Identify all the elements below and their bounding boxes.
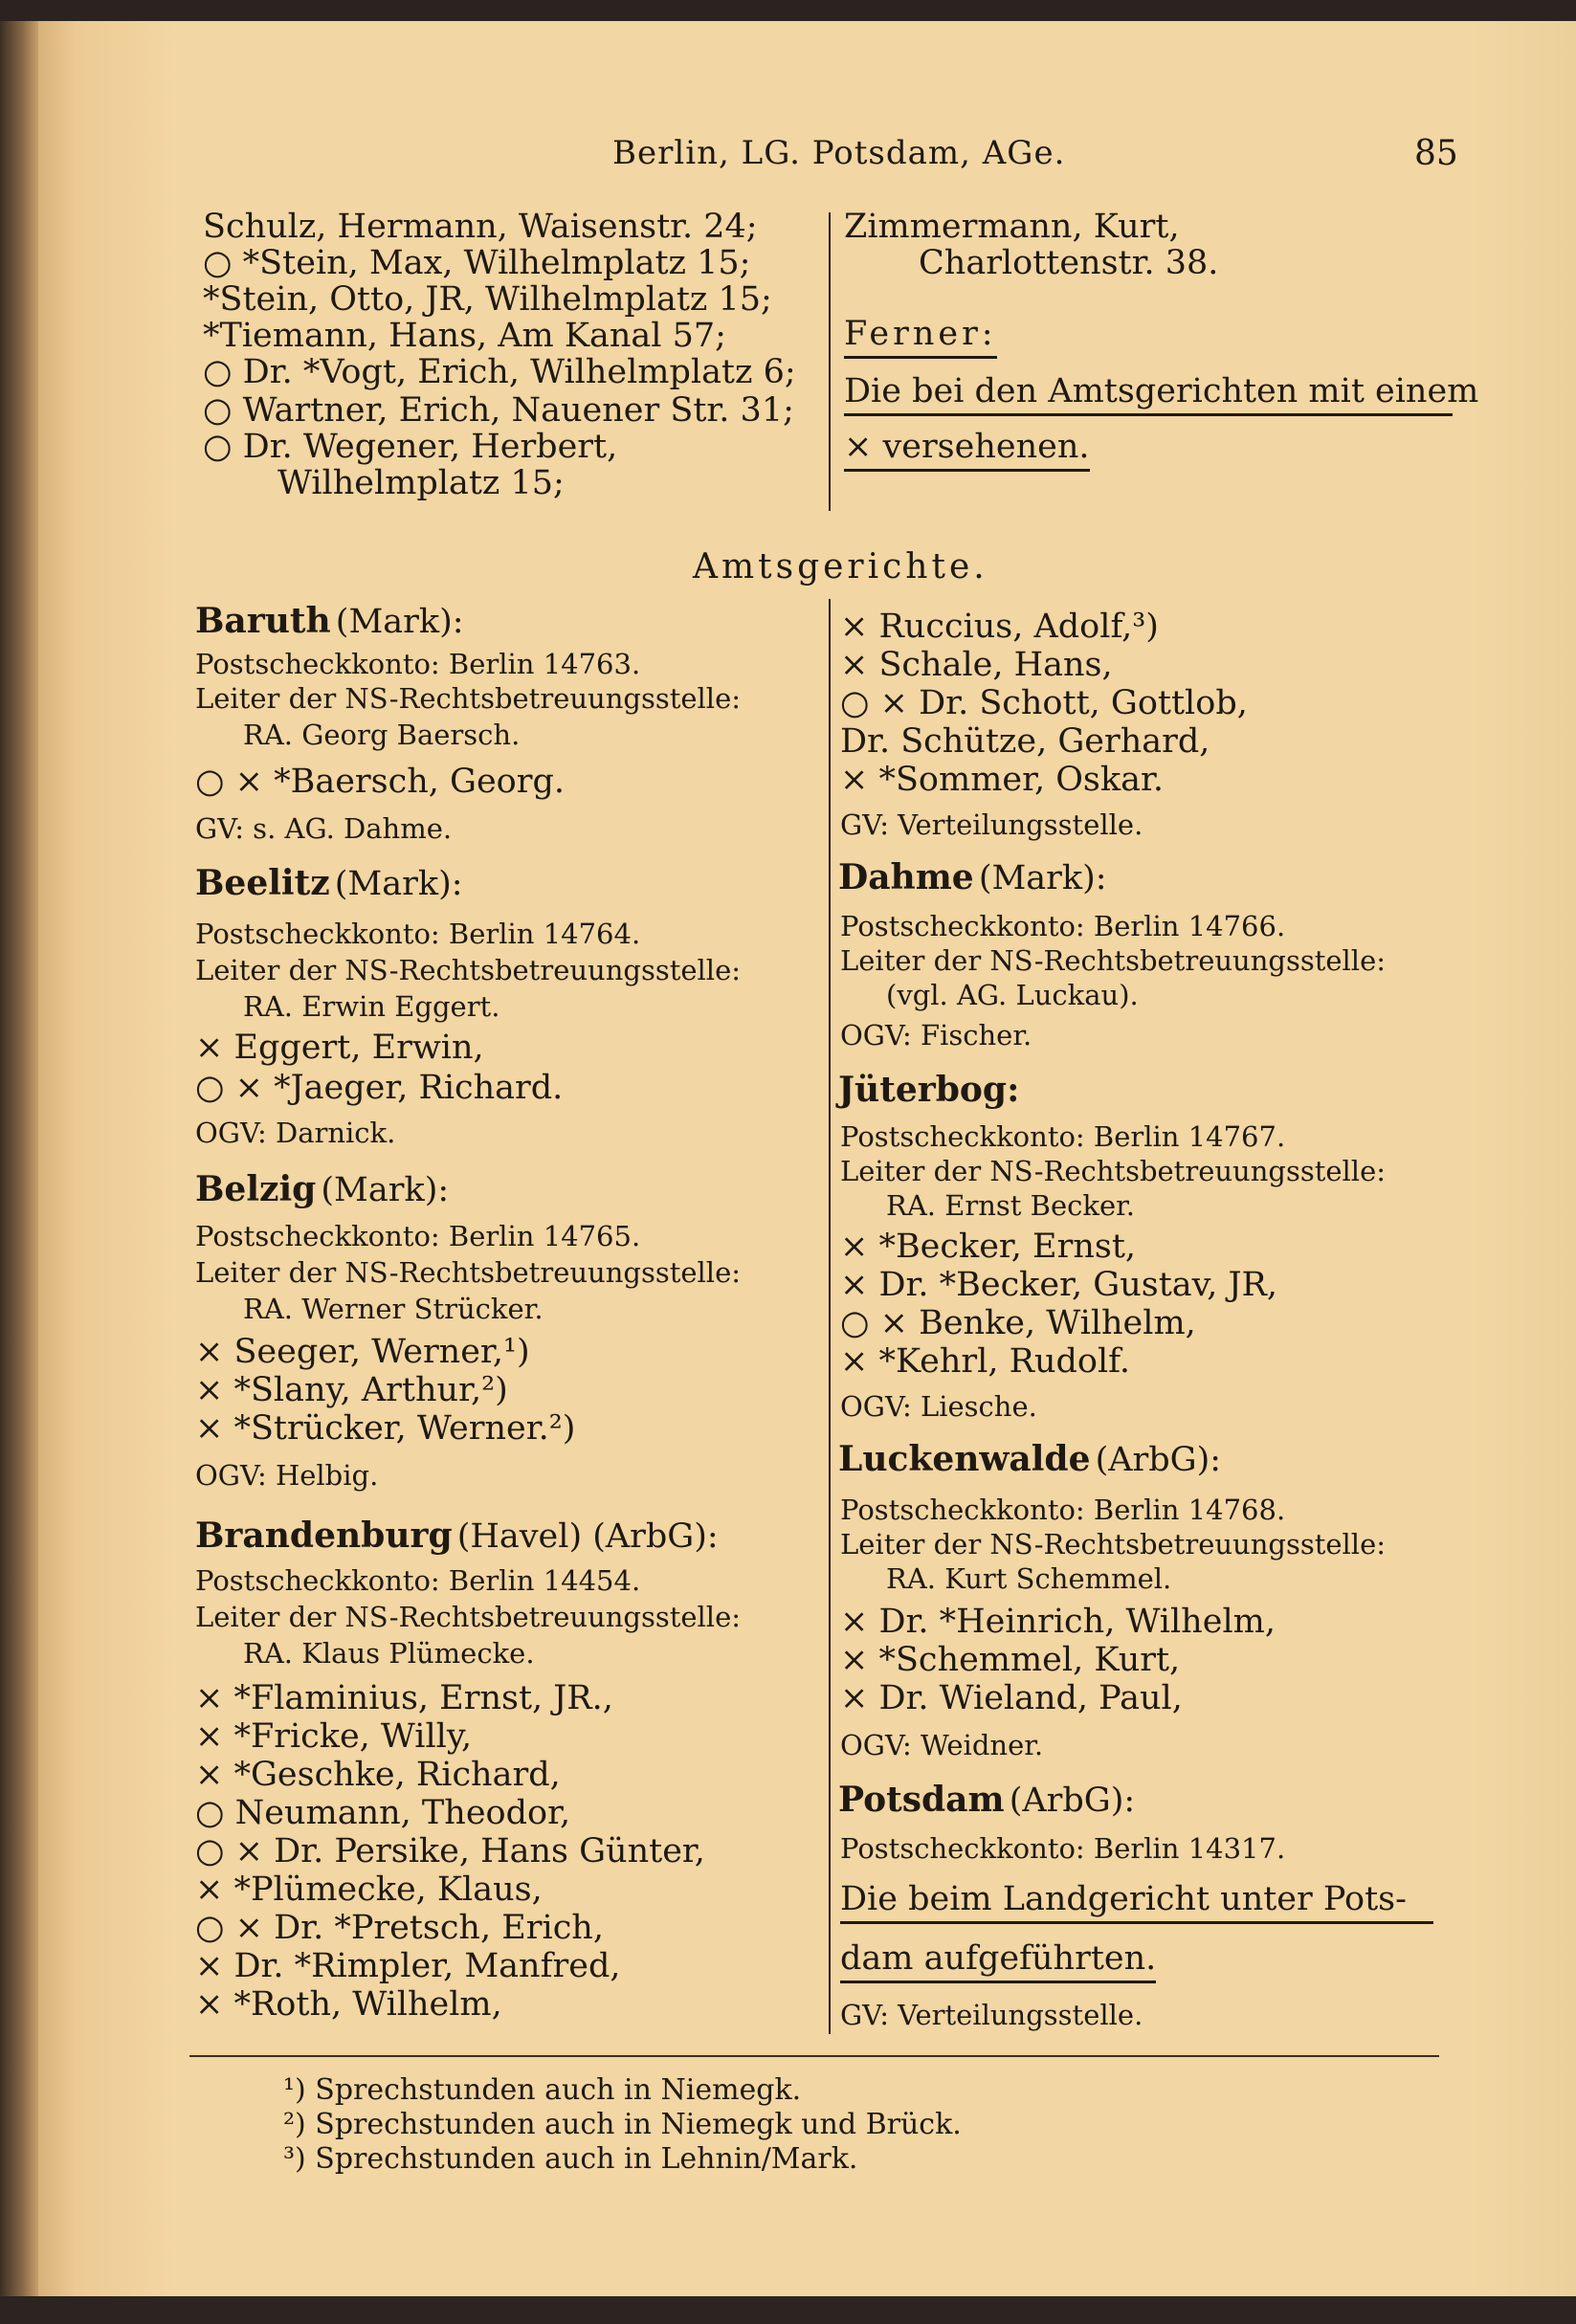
lawyer-entry: × Seeger, Werner,¹) — [195, 1333, 530, 1371]
lawyer-entry: × Eggert, Erwin, — [195, 1029, 484, 1067]
court-heading-potsdam — [838, 1780, 1135, 1820]
lawyer-entry: ○ × *Baersch, Georg. — [195, 763, 566, 801]
lawyer-entry: × *Fricke, Willy, — [195, 1717, 473, 1756]
postscheck: Postscheckkonto: Berlin 14766. — [840, 910, 1286, 942]
court-suffix: (Mark): — [321, 1171, 450, 1209]
court-name: Baruth — [195, 601, 331, 641]
lawyer-entry: × Dr. *Heinrich, Wilhelm, — [840, 1603, 1276, 1641]
leiter-name: RA. Ernst Becker. — [886, 1189, 1136, 1222]
leiter-name: RA. Georg Baersch. — [243, 719, 521, 751]
postscheck: Postscheckkonto: Berlin 14454. — [195, 1564, 641, 1597]
court-suffix: (Havel) (ArbG): — [456, 1517, 719, 1556]
top-left-line: ○ *Stein, Max, Wilhelmplatz 15; — [203, 244, 751, 282]
lawyer-entry: × *Roth, Wilhelm, — [195, 1985, 502, 2024]
court-name: Dahme — [838, 857, 974, 897]
lawyer-entry: ○ × Benke, Wilhelm, — [840, 1304, 1196, 1342]
gv-entry: OGV: Helbig. — [195, 1459, 379, 1492]
court-name: Belzig — [195, 1169, 317, 1209]
ferner-text: Ferner: — [844, 315, 997, 359]
postscheck: Postscheckkonto: Berlin 14767. — [840, 1120, 1286, 1153]
ferner-note-text: × versehenen. — [844, 428, 1090, 472]
lawyer-entry: × *Plümecke, Klaus, — [195, 1870, 543, 1909]
court-suffix: (Mark): — [978, 859, 1107, 897]
lawyer-entry: × *Kehrl, Rudolf. — [840, 1342, 1130, 1381]
leiter-name: RA. Werner Strücker. — [243, 1293, 544, 1325]
lawyer-entry: × *Geschke, Richard, — [195, 1756, 561, 1794]
leiter-label: Leiter der NS-Rechtsbetreuungsstelle: — [195, 954, 742, 986]
lawyer-entry: × *Sommer, Oskar. — [840, 761, 1164, 799]
postscheck: Postscheckkonto: Berlin 14765. — [195, 1220, 641, 1252]
running-header: Berlin, LG. Potsdam, AGe. — [612, 134, 1066, 172]
gv-entry: GV: Verteilungsstelle. — [840, 808, 1143, 841]
top-right-entry: Zimmermann, Kurt, — [844, 208, 1180, 246]
court-heading-brandenburg — [195, 1516, 719, 1556]
page-number: 85 — [1414, 134, 1458, 173]
top-left-line: Wilhelmplatz 15; — [277, 464, 565, 502]
gv-entry: GV: s. AG. Dahme. — [195, 812, 453, 845]
column-divider-main — [829, 599, 831, 2034]
lawyer-entry: × *Slany, Arthur,²) — [195, 1371, 508, 1409]
gv-entry: OGV: Liesche. — [840, 1390, 1037, 1423]
footnote: ³) Sprechstunden auch in Lehnin/Mark. — [283, 2142, 858, 2176]
court-suffix: (Mark): — [334, 865, 463, 903]
gv-entry: GV: Verteilungsstelle. — [840, 1999, 1143, 2031]
footnote: ¹) Sprechstunden auch in Niemegk. — [283, 2073, 802, 2107]
leiter-label: Leiter der NS-Rechtsbetreuungsstelle: — [195, 682, 742, 715]
ferner-label — [844, 316, 997, 352]
ferner-note-line1: Die bei den Amtsgerichten mit einem — [844, 373, 1453, 416]
postscheck: Postscheckkonto: Berlin 14768. — [840, 1494, 1286, 1526]
leiter-label: Leiter der NS-Rechtsbetreuungsstelle: — [840, 1528, 1387, 1560]
court-heading-dahme — [838, 857, 1107, 897]
court-name: Beelitz — [195, 863, 330, 903]
court-name: Luckenwalde — [838, 1439, 1091, 1479]
leiter-label: Leiter der NS-Rechtsbetreuungsstelle: — [840, 1155, 1387, 1187]
postscheck: Postscheckkonto: Berlin 14317. — [840, 1832, 1286, 1865]
potsdam-note-line1: Die beim Landgericht unter Pots- — [840, 1881, 1433, 1924]
potsdam-note-line2 — [840, 1940, 1156, 1977]
top-left-line: ○ Dr. *Vogt, Erich, Wilhelmplatz 6; — [203, 353, 796, 391]
leiter-name: RA. Erwin Eggert. — [243, 990, 500, 1023]
lawyer-entry: × Ruccius, Adolf,³) — [840, 608, 1159, 646]
court-heading-beelitz — [195, 863, 463, 903]
lawyer-entry: ○ × Dr. Schott, Gottlob, — [840, 684, 1248, 722]
court-suffix: (Mark): — [335, 603, 464, 641]
top-left-line: *Tiemann, Hans, Am Kanal 57; — [203, 317, 726, 355]
leiter-name: (vgl. AG. Luckau). — [886, 979, 1139, 1011]
lawyer-entry: × *Becker, Ernst, — [840, 1228, 1137, 1266]
leiter-name: RA. Kurt Schemmel. — [886, 1562, 1172, 1595]
lawyer-entry: × *Strücker, Werner.²) — [195, 1409, 576, 1448]
lawyer-entry: × *Flaminius, Ernst, JR., — [195, 1679, 613, 1717]
postscheck: Postscheckkonto: Berlin 14764. — [195, 918, 641, 950]
court-suffix: (ArbG): — [1095, 1441, 1222, 1479]
ferner-note-line2 — [844, 429, 1090, 465]
lawyer-entry: × Schale, Hans, — [840, 646, 1113, 684]
gv-entry: OGV: Darnick. — [195, 1117, 396, 1149]
lawyer-entry: ○ × Dr. *Pretsch, Erich, — [195, 1909, 604, 1947]
leiter-label: Leiter der NS-Rechtsbetreuungsstelle: — [195, 1601, 742, 1633]
gv-entry: OGV: Fischer. — [840, 1019, 1032, 1051]
lawyer-entry: × Dr. *Becker, Gustav, JR, — [840, 1266, 1278, 1304]
lawyer-entry: Dr. Schütze, Gerhard, — [840, 722, 1210, 761]
footnote-separator — [189, 2055, 1439, 2057]
court-name: Potsdam — [838, 1780, 1005, 1820]
leiter-label: Leiter der NS-Rechtsbetreuungsstelle: — [840, 944, 1387, 977]
page-bottom-edge — [0, 2296, 1576, 2324]
leiter-label: Leiter der NS-Rechtsbetreuungsstelle: — [195, 1256, 742, 1289]
footnote: ²) Sprechstunden auch in Niemegk und Brück. — [283, 2108, 962, 2141]
court-heading-belzig — [195, 1169, 449, 1209]
potsdam-note-text: dam aufgeführten. — [840, 1939, 1156, 1983]
lawyer-entry: × *Schemmel, Kurt, — [840, 1641, 1181, 1679]
leiter-name: RA. Klaus Plümecke. — [243, 1637, 535, 1670]
court-suffix: (ArbG): — [1009, 1782, 1136, 1820]
top-right-entry: Charlottenstr. 38. — [919, 244, 1219, 282]
gv-entry: OGV: Weidner. — [840, 1729, 1044, 1761]
lawyer-entry: × Dr. Wieland, Paul, — [840, 1679, 1183, 1717]
lawyer-entry: ○ × Dr. Persike, Hans Günter, — [195, 1832, 705, 1870]
postscheck: Postscheckkonto: Berlin 14763. — [195, 648, 641, 680]
lawyer-entry: ○ × *Jaeger, Richard. — [195, 1069, 564, 1107]
top-left-line: Schulz, Hermann, Waisenstr. 24; — [203, 208, 758, 246]
court-heading-luckenwalde — [838, 1439, 1221, 1479]
section-title: Amtsgerichte. — [693, 547, 988, 587]
top-left-line: ○ Dr. Wegener, Herbert, — [203, 428, 618, 466]
book-spine-shadow — [0, 21, 38, 2324]
top-left-line: ○ Wartner, Erich, Nauener Str. 31; — [203, 391, 794, 430]
top-left-line: *Stein, Otto, JR, Wilhelmplatz 15; — [203, 280, 772, 319]
lawyer-entry: × Dr. *Rimpler, Manfred, — [195, 1947, 621, 1985]
column-divider-top — [829, 212, 831, 511]
lawyer-entry: ○ Neumann, Theodor, — [195, 1794, 571, 1832]
court-heading-baruth — [195, 601, 464, 641]
court-heading-jueterbog: Jüterbog: — [838, 1070, 1020, 1110]
court-name: Brandenburg — [195, 1516, 453, 1556]
